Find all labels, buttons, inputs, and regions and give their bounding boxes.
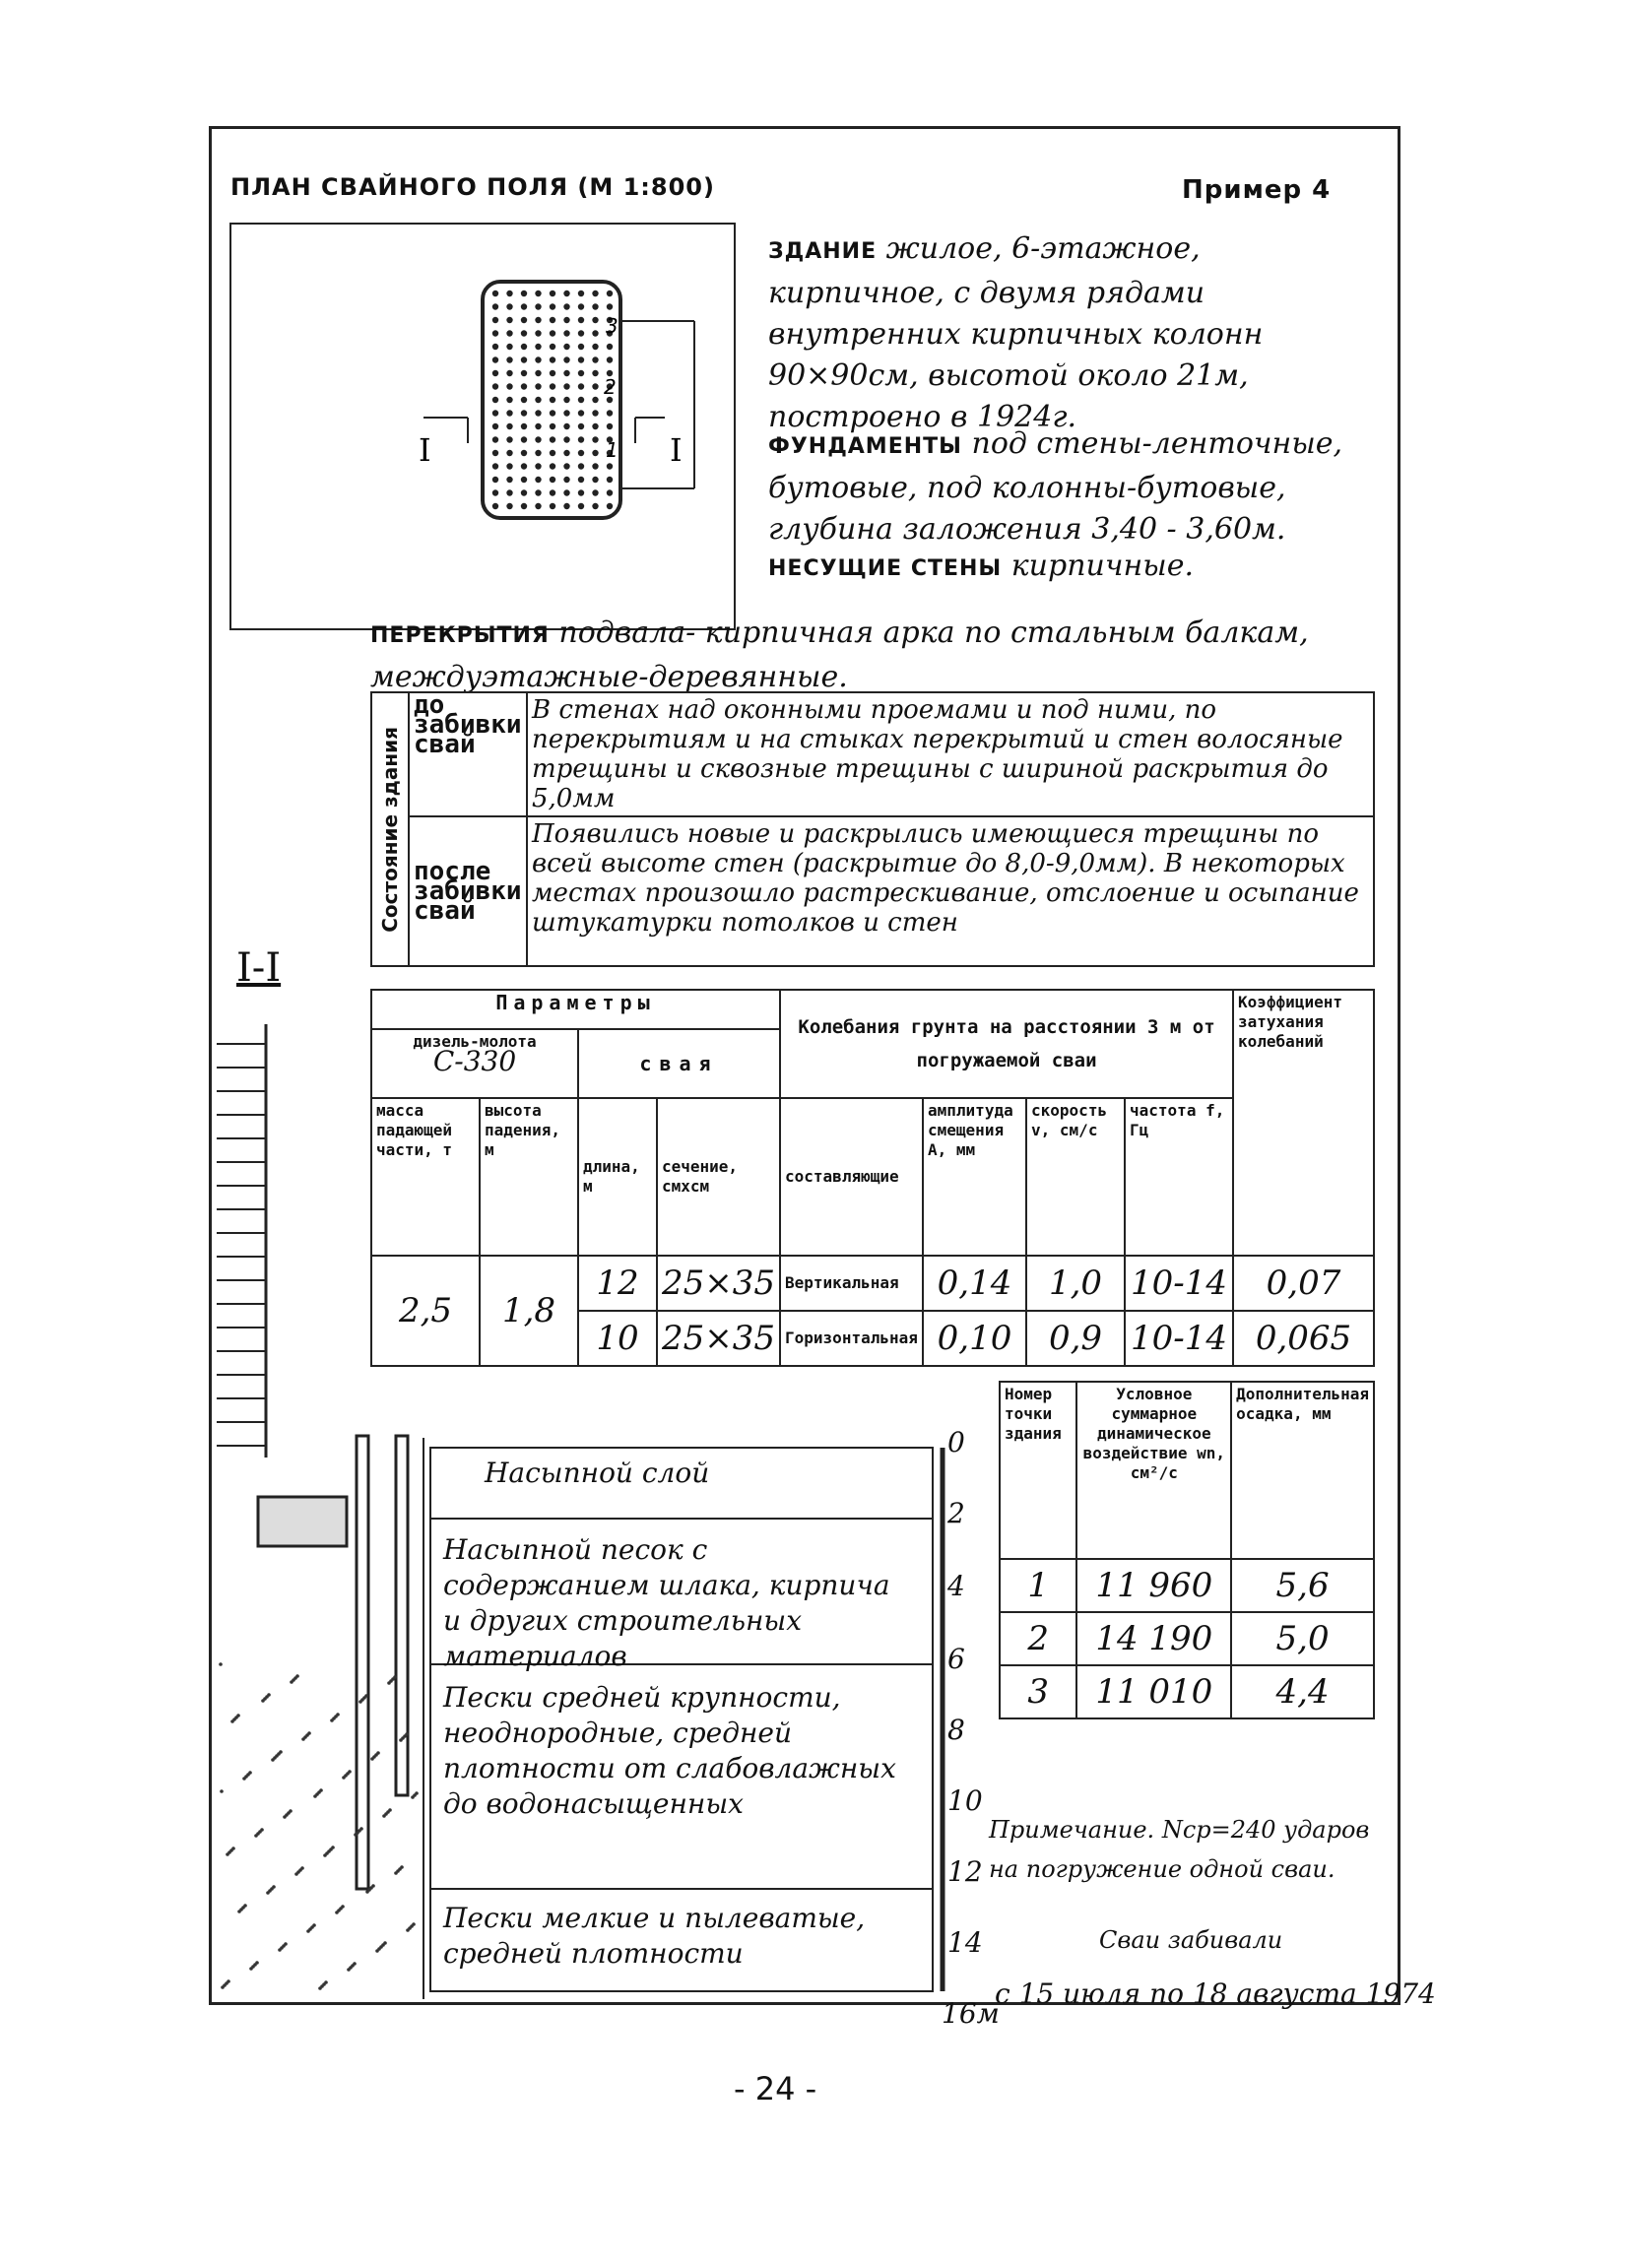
pile-dot <box>592 344 598 350</box>
pile-dot <box>607 477 613 483</box>
pile-dot <box>550 383 555 389</box>
depth-mark: 0 <box>947 1426 965 1458</box>
pile-dot <box>578 423 584 429</box>
sand-dot <box>231 1847 235 1850</box>
pile-dot <box>550 450 555 456</box>
pile-dot <box>506 383 512 389</box>
pile-dot <box>521 503 527 509</box>
pile-dot <box>506 397 512 403</box>
sand-dot <box>405 1732 409 1736</box>
pile-dot <box>550 410 555 416</box>
pile-dot <box>578 383 584 389</box>
pile-dot <box>563 330 569 336</box>
point-3-label: 3 <box>606 314 619 338</box>
pile-dot <box>563 489 569 495</box>
pile-dot <box>578 356 584 362</box>
pile-dot <box>607 303 613 309</box>
pile-dot <box>592 291 598 296</box>
pile-dot <box>521 291 527 296</box>
table-row <box>1000 1665 1374 1718</box>
velocity-value: 1,0 <box>1026 1256 1125 1311</box>
pile-dot <box>492 503 498 509</box>
state-after-text: Появились новые и раскрылись имеющиеся трещины по всей высоте стен (раскрытие до 8,0-9,0мм). В некоторых местах произошло растрескивание, отслоение и осыпание штукатурки потолков и стен <box>527 816 1374 966</box>
sand-dot <box>331 1846 335 1849</box>
pile-dot <box>506 317 512 323</box>
pile-dot <box>578 370 584 376</box>
pile-dot <box>607 463 613 469</box>
pile-dot <box>607 344 613 350</box>
pile-dot <box>607 489 613 495</box>
pile-dot <box>578 489 584 495</box>
mass-header: масса падающей части, т <box>371 1098 480 1256</box>
sand-dot <box>220 1789 224 1793</box>
example-number: Пример 4 <box>1182 175 1332 205</box>
point-number: 3 <box>1000 1665 1076 1718</box>
pile-dot <box>492 330 498 336</box>
section-value: 25×35 <box>657 1311 780 1366</box>
pile-dot <box>578 317 584 323</box>
point-number: 1 <box>1000 1559 1076 1612</box>
layer-2-label: Насыпной песок с содержанием шлака, кирпича и других строительных материалов <box>443 1533 890 1672</box>
pile-dot <box>578 330 584 336</box>
settlement-value: 5,0 <box>1231 1612 1374 1665</box>
pile-dot <box>592 356 598 362</box>
pile-dot <box>550 477 555 483</box>
pile-driving-dates: с 15 июля по 18 августа 1974 <box>995 1977 1436 2010</box>
pile-dot <box>563 370 569 376</box>
depth-mark: 6 <box>947 1643 965 1675</box>
sand-dot <box>260 1828 264 1832</box>
pile-dot <box>506 503 512 509</box>
building-description <box>768 228 1320 438</box>
pile-dot <box>578 397 584 403</box>
pile-dot <box>535 317 541 323</box>
pile-dot <box>607 410 613 416</box>
pile-plan-drawing <box>231 225 734 628</box>
length-value: 10 <box>578 1311 657 1366</box>
pile-dot <box>492 489 498 495</box>
section-value: 25×35 <box>657 1256 780 1311</box>
pile-dot <box>563 463 569 469</box>
pile-dot <box>506 450 512 456</box>
hammer-header: дизель-молота <box>413 1032 537 1051</box>
impact-value: 11 960 <box>1076 1559 1231 1612</box>
amplitude-value: 0,14 <box>923 1256 1026 1311</box>
pile-dot <box>578 291 584 296</box>
pile-dot <box>550 291 555 296</box>
sand-dot <box>295 1674 299 1678</box>
pile-dot <box>563 477 569 483</box>
pile-dot <box>563 397 569 403</box>
sand-dot <box>359 1827 363 1831</box>
mass-value: 2,5 <box>371 1256 480 1366</box>
pile-dot <box>535 423 541 429</box>
pile-dot <box>521 463 527 469</box>
depth-mark: 4 <box>947 1570 965 1602</box>
pile-dot <box>563 503 569 509</box>
pile-dot <box>535 291 541 296</box>
point-1-label: 1 <box>606 438 619 462</box>
pile-dot <box>521 383 527 389</box>
velocity-header: скорость v, см/с <box>1026 1098 1125 1256</box>
pile-dot <box>592 436 598 442</box>
pile-dot <box>492 370 498 376</box>
impact-header: Условное суммарное динамическое воздействие wn, см²/с <box>1076 1382 1231 1559</box>
pile-dot <box>492 303 498 309</box>
section-mark-left: I <box>419 431 431 469</box>
sand-dot <box>412 1922 416 1926</box>
layer-1-label: Насыпной слой <box>485 1457 710 1489</box>
pile-dot <box>506 436 512 442</box>
pile-dot <box>592 330 598 336</box>
sand-dot <box>267 1693 271 1697</box>
pile-dot <box>506 344 512 350</box>
pile-dot <box>521 410 527 416</box>
pile-dot <box>563 344 569 350</box>
pile-dot <box>492 463 498 469</box>
pile-dot <box>492 317 498 323</box>
points-table <box>999 1381 1375 1719</box>
vibration-header: Колебания грунта на расстоянии 3 м от погружаемой сваи <box>780 990 1233 1098</box>
sand-dot <box>388 1808 392 1812</box>
foundation-description <box>768 423 1349 551</box>
sand-dot <box>348 1770 352 1774</box>
sand-dot <box>307 1731 311 1735</box>
depth-mark: 16м <box>942 1997 1000 2030</box>
settlement-header: Дополнительная осадка, мм <box>1231 1382 1374 1559</box>
pile-dot <box>506 291 512 296</box>
impact-value: 14 190 <box>1076 1612 1231 1665</box>
pile-dot <box>535 489 541 495</box>
sand-dot <box>248 1771 252 1775</box>
pile-dot <box>535 436 541 442</box>
section-header: сечение, смхсм <box>657 1098 780 1256</box>
settlement-value: 4,4 <box>1231 1665 1374 1718</box>
table-row <box>1000 1559 1374 1612</box>
amplitude-header: амплитуда смещения А, мм <box>923 1098 1026 1256</box>
pile-dot <box>492 397 498 403</box>
depth-mark: 12 <box>947 1855 983 1888</box>
foundation-label: ФУНДАМЕНТЫ <box>768 434 962 459</box>
sand-dot <box>376 1751 380 1755</box>
sand-dot <box>400 1865 404 1869</box>
pile-dot <box>550 330 555 336</box>
pile-dot <box>535 330 541 336</box>
pile-dot <box>506 356 512 362</box>
floors-description <box>370 613 1355 698</box>
params-header: Параметры <box>371 990 780 1029</box>
velocity-value: 0,9 <box>1026 1311 1125 1366</box>
building-text: жилое, 6-этажное, кирпичное, с двумя рядами внутренних кирпичных колонн 90×90см, высотой около 21м, построено в 1924г. <box>768 231 1264 434</box>
pile-dot <box>535 503 541 509</box>
pile-dot <box>607 356 613 362</box>
pile-dot <box>607 423 613 429</box>
hammer-model: С-330 <box>432 1045 517 1077</box>
coef-header: Коэффициент затухания колебаний <box>1233 990 1374 1256</box>
pile-dot <box>563 423 569 429</box>
pile-dot <box>521 436 527 442</box>
pile-dot <box>563 410 569 416</box>
pile-dot <box>592 503 598 509</box>
pile-dot <box>550 436 555 442</box>
pile-dot <box>592 383 598 389</box>
sand-dot <box>393 1675 397 1679</box>
frequency-value: 10-14 <box>1125 1311 1233 1366</box>
pile-dot <box>578 503 584 509</box>
sand-dot <box>272 1885 276 1889</box>
floors-label: ПЕРЕКРЫТИЯ <box>370 623 550 648</box>
sand-dot <box>364 1694 368 1698</box>
pile-dot <box>563 450 569 456</box>
sand-dot <box>255 1961 259 1965</box>
pile-dot <box>506 489 512 495</box>
pile-dot <box>521 303 527 309</box>
pile-dot <box>521 330 527 336</box>
pile-dot <box>535 463 541 469</box>
pile-dot <box>550 489 555 495</box>
depth-mark: 14 <box>947 1926 983 1959</box>
pile-dot <box>592 477 598 483</box>
sand-dot <box>289 1809 293 1813</box>
pile-dot <box>563 317 569 323</box>
pile-dot <box>550 463 555 469</box>
pile-dot <box>492 291 498 296</box>
pile-dot <box>592 489 598 495</box>
pile-dot <box>535 344 541 350</box>
sand-dot <box>243 1904 247 1908</box>
sand-dot <box>219 1662 223 1666</box>
pile-dot <box>578 463 584 469</box>
pile-dot <box>578 303 584 309</box>
height-header: высота падения, м <box>480 1098 578 1256</box>
point-2-label: 2 <box>604 375 617 399</box>
length-value: 12 <box>578 1256 657 1311</box>
pile-dot <box>550 344 555 350</box>
point-number: 2 <box>1000 1612 1076 1665</box>
sand-dot <box>341 1905 345 1909</box>
pile-dot <box>521 356 527 362</box>
pile-dot <box>506 370 512 376</box>
pile-dot <box>592 370 598 376</box>
pile-dot <box>492 410 498 416</box>
table-row <box>1000 1612 1374 1665</box>
sand-dot <box>336 1713 340 1717</box>
pile-dot <box>550 356 555 362</box>
pile-dot <box>521 477 527 483</box>
pile-dot <box>563 291 569 296</box>
pile-dot <box>521 397 527 403</box>
pile-dot <box>607 291 613 296</box>
pile-dot <box>521 489 527 495</box>
pile-dot <box>563 303 569 309</box>
pile-dot <box>592 397 598 403</box>
pile-dot <box>550 423 555 429</box>
depth-mark: 2 <box>947 1497 965 1529</box>
frequency-value: 10-14 <box>1125 1256 1233 1311</box>
sand-dot <box>415 1791 419 1795</box>
delta-value: 0,07 <box>1233 1256 1374 1311</box>
pile-dot <box>592 303 598 309</box>
pile-dot <box>506 423 512 429</box>
pile-dot <box>535 356 541 362</box>
depth-mark: 10 <box>947 1784 983 1817</box>
pile-dot <box>492 356 498 362</box>
pile-dot <box>535 410 541 416</box>
sand-dot <box>319 1788 323 1792</box>
length-header: длина, м <box>578 1098 657 1256</box>
pile-dot <box>607 503 613 509</box>
pile-dot <box>550 317 555 323</box>
walls-description <box>768 546 1349 590</box>
pile-dot <box>535 370 541 376</box>
point-number-header: Номер точки здания <box>1000 1382 1076 1559</box>
pile-dot <box>535 397 541 403</box>
building-state-table <box>370 691 1375 967</box>
state-header: Состояние здания <box>378 726 402 933</box>
sand-dot <box>371 1884 375 1888</box>
state-before-text: В стенах над оконными проемами и под ними, по перекрытиям и на стыках перекрытий и стен волосяные трещины и сквозные трещины с шириной раскрытия до 5,0мм <box>527 692 1374 816</box>
section-drawing <box>209 1024 957 1999</box>
sand-dot <box>383 1941 387 1945</box>
sand-dot <box>324 1980 328 1984</box>
sand-dot <box>236 1714 240 1717</box>
pile-dot <box>592 423 598 429</box>
pile-dot <box>578 477 584 483</box>
sand-dot <box>227 1979 230 1983</box>
pile-dot <box>578 344 584 350</box>
pile-plan <box>229 223 736 630</box>
dates-title: Сваи забивали <box>1099 1926 1283 1954</box>
foundation-text: под стены-ленточные, бутовые, под колонны-бутовые, глубина заложения 3,40 - 3,60м. <box>768 426 1343 547</box>
pile-dot <box>550 370 555 376</box>
section-svg <box>209 1024 957 1999</box>
pile-dot <box>592 317 598 323</box>
pile-dot <box>535 477 541 483</box>
pile-dot <box>492 436 498 442</box>
pile-dot <box>506 330 512 336</box>
pile-dot <box>506 463 512 469</box>
pile-dot <box>578 450 584 456</box>
sand-dot <box>300 1866 304 1870</box>
sand-dot <box>284 1942 288 1946</box>
pile-dot <box>521 317 527 323</box>
sand-dot <box>312 1923 316 1927</box>
sand-dot <box>279 1750 283 1754</box>
height-value: 1,8 <box>480 1256 578 1366</box>
plan-title: ПЛАН СВАЙНОГО ПОЛЯ (М 1:800) <box>230 173 715 201</box>
settlement-value: 5,6 <box>1231 1559 1374 1612</box>
layer-4-label: Пески мелкие и пылеватые, средней плотности <box>443 1902 866 1970</box>
pile-dot <box>550 397 555 403</box>
pile-dot <box>521 423 527 429</box>
section-mark-right: I <box>670 431 683 469</box>
pile-dot <box>521 370 527 376</box>
delta-value: 0,065 <box>1233 1311 1374 1366</box>
pile-dot <box>592 410 598 416</box>
state-after-label: после забивки свай <box>409 816 527 966</box>
page-number: - 24 - <box>734 2070 817 2107</box>
walls-label: НЕСУЩИЕ СТЕНЫ <box>768 556 1003 581</box>
pile-dot <box>550 303 555 309</box>
pile-dot <box>506 410 512 416</box>
sand-dot <box>353 1962 357 1966</box>
pile-dot <box>578 410 584 416</box>
pile-dot <box>506 303 512 309</box>
pile-dot <box>521 450 527 456</box>
pile-header: свая <box>578 1029 780 1098</box>
pile-dot <box>563 383 569 389</box>
pile-dot <box>492 477 498 483</box>
pile-dot <box>535 303 541 309</box>
pile-dot <box>550 503 555 509</box>
pile-dot <box>592 463 598 469</box>
amplitude-value: 0,10 <box>923 1311 1026 1366</box>
pile-dot <box>563 356 569 362</box>
pile-dot <box>492 450 498 456</box>
pile-dot <box>492 423 498 429</box>
section-title: I-I <box>236 945 282 991</box>
pile-dot <box>535 450 541 456</box>
floors-text: подвала- кирпичная арка по стальным балкам, междуэтажные-деревянные. <box>370 616 1309 694</box>
building-label: ЗДАНИЕ <box>768 239 878 264</box>
component-value: Горизонтальная <box>780 1311 923 1366</box>
component-header: составляющие <box>780 1098 923 1256</box>
layer-3-label: Пески средней крупности, неоднородные, средней плотности от слабовлажных до водонасыщенных <box>443 1681 896 1820</box>
pile-dot <box>492 344 498 350</box>
depth-mark: 8 <box>947 1714 965 1746</box>
pile-dot <box>506 477 512 483</box>
component-value: Вертикальная <box>780 1256 923 1311</box>
note: Примечание. Nср=240 ударов на погружение одной сваи. <box>989 1816 1370 1883</box>
impact-value: 11 010 <box>1076 1665 1231 1718</box>
state-before-label: до забивки свай <box>409 692 527 816</box>
pile-dot <box>492 383 498 389</box>
pile-dot <box>592 450 598 456</box>
pile-dot <box>578 436 584 442</box>
frequency-header: частота f, Гц <box>1125 1098 1233 1256</box>
pile-dot <box>521 344 527 350</box>
walls-text: кирпичные. <box>1010 549 1194 583</box>
pile-dot <box>535 383 541 389</box>
pile-dot <box>563 436 569 442</box>
